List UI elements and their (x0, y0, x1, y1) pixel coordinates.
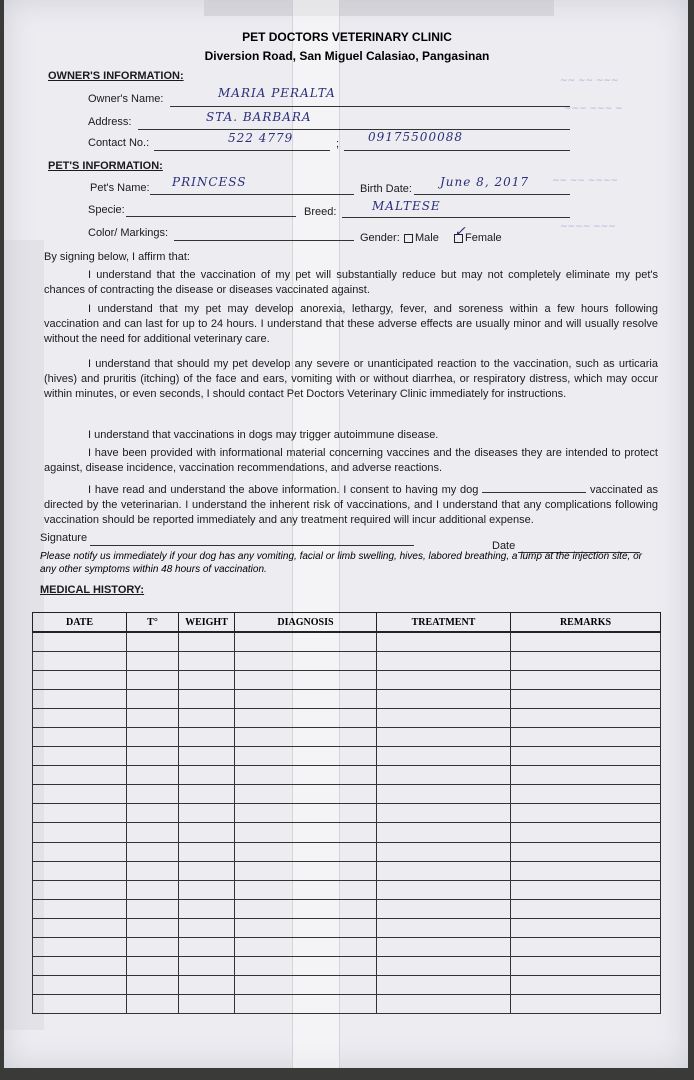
table-cell[interactable] (33, 861, 127, 880)
table-header-row (33, 613, 661, 633)
table-cell[interactable] (179, 975, 235, 994)
table-row (33, 632, 661, 652)
table-cell[interactable] (377, 690, 511, 709)
table-cell[interactable] (511, 975, 661, 994)
table-cell[interactable] (127, 709, 179, 728)
table-cell[interactable] (127, 804, 179, 823)
table-cell[interactable] (179, 804, 235, 823)
table-cell[interactable] (179, 709, 235, 728)
table-body (33, 632, 661, 1014)
table-cell[interactable] (33, 728, 127, 747)
table-cell[interactable] (33, 880, 127, 899)
date-label: Date (492, 540, 516, 552)
table-cell[interactable] (179, 899, 235, 918)
table-cell[interactable] (127, 956, 179, 975)
table-cell[interactable] (179, 728, 235, 747)
table-cell[interactable] (511, 747, 661, 766)
table-cell[interactable] (377, 766, 511, 785)
contact-value-2[interactable]: 09175500088 (368, 130, 463, 144)
contact-label: Contact No.: (88, 137, 150, 149)
table-row (33, 823, 661, 842)
address-label: Address: (88, 116, 132, 128)
table-cell[interactable] (511, 671, 661, 690)
table-cell[interactable] (179, 842, 235, 861)
table-cell[interactable] (179, 861, 235, 880)
male-checkbox[interactable] (404, 234, 413, 243)
table-cell[interactable] (511, 880, 661, 899)
consent-paragraph-6 (44, 482, 658, 528)
clinic-name: PET DOCTORS VETERINARY CLINIC (242, 30, 452, 44)
table-row (33, 956, 661, 975)
table-cell[interactable] (377, 652, 511, 671)
address-line (138, 129, 570, 130)
pet-name-label: Pet's Name: (90, 182, 150, 194)
table-cell[interactable] (235, 785, 377, 804)
table-cell[interactable] (127, 823, 179, 842)
table-cell[interactable] (235, 632, 377, 652)
consent-paragraph-5: I have been provided with informational material concerning vaccines and the diseases they are intended to protect against, disease incidence, vaccination recommendations, and adverse reactions. (44, 447, 658, 474)
table-cell[interactable] (127, 671, 179, 690)
table-cell[interactable] (377, 918, 511, 937)
table-cell[interactable] (511, 861, 661, 880)
table-cell[interactable] (179, 671, 235, 690)
table-cell[interactable] (33, 842, 127, 861)
table-cell[interactable] (179, 766, 235, 785)
table-cell[interactable] (377, 728, 511, 747)
table-cell[interactable] (377, 937, 511, 956)
table-cell[interactable] (235, 728, 377, 747)
table-cell[interactable] (511, 823, 661, 842)
table-cell[interactable] (127, 785, 179, 804)
table-cell[interactable] (127, 632, 179, 652)
table-cell[interactable] (179, 918, 235, 937)
table-row (33, 709, 661, 728)
table-cell[interactable] (235, 690, 377, 709)
table-cell[interactable] (235, 766, 377, 785)
table-cell[interactable] (33, 747, 127, 766)
owner-name-value[interactable]: MARIA PERALTA (218, 86, 336, 100)
table-cell[interactable] (377, 785, 511, 804)
table-cell[interactable] (235, 842, 377, 861)
vaccinated-text: vaccinated (590, 484, 643, 496)
table-cell[interactable] (179, 937, 235, 956)
table-cell[interactable] (33, 994, 127, 1013)
column-header-remarks: REMARKS (511, 613, 661, 633)
table-row (33, 728, 661, 747)
table-row (33, 690, 661, 709)
table-cell[interactable] (179, 956, 235, 975)
table-cell[interactable] (33, 975, 127, 994)
table-cell[interactable] (179, 823, 235, 842)
table-row (33, 785, 661, 804)
color-markings-label: Color/ Markings: (88, 227, 169, 239)
table-row (33, 747, 661, 766)
table-cell[interactable] (511, 899, 661, 918)
consent-paragraph-2: I understand that my pet may develop anorexia, lethargy, fever, and soreness within a few hours following vaccination and can last for up to 24 hours. I understand that these adverse effects are usually minor and will usually resolve without the need for additional veterinary care. (44, 303, 658, 345)
table-cell[interactable] (511, 918, 661, 937)
table-cell[interactable] (127, 747, 179, 766)
table-cell[interactable] (127, 880, 179, 899)
contact-line-1 (154, 150, 330, 151)
table-cell[interactable] (235, 975, 377, 994)
table-cell[interactable] (179, 690, 235, 709)
table-cell[interactable] (235, 823, 377, 842)
breed-line (342, 217, 570, 218)
table-cell[interactable] (33, 823, 127, 842)
birth-date-label: Birth Date: (360, 183, 412, 195)
color-markings-line (174, 240, 354, 241)
table-cell[interactable] (235, 937, 377, 956)
table-cell[interactable] (127, 766, 179, 785)
table-cell[interactable] (377, 842, 511, 861)
tape-strip-top (204, 0, 554, 16)
table-cell[interactable] (511, 994, 661, 1013)
pet-name-value[interactable]: PRINCESS (172, 175, 247, 189)
table-cell[interactable] (377, 861, 511, 880)
table-cell[interactable] (235, 671, 377, 690)
table-cell[interactable] (127, 975, 179, 994)
medical-history-title: MEDICAL HISTORY: (40, 584, 145, 596)
table-cell[interactable] (179, 632, 235, 652)
table-cell[interactable] (377, 880, 511, 899)
table-cell[interactable] (127, 937, 179, 956)
table-cell[interactable] (33, 956, 127, 975)
specie-line (126, 216, 296, 217)
table-cell[interactable] (377, 956, 511, 975)
pet-name-line (150, 194, 354, 195)
table-cell[interactable] (511, 632, 661, 652)
table-cell[interactable] (235, 861, 377, 880)
table-cell[interactable] (235, 880, 377, 899)
table-cell[interactable] (33, 671, 127, 690)
column-header-temperature: T° (127, 613, 179, 633)
table-cell[interactable] (179, 994, 235, 1013)
table-cell[interactable] (511, 956, 661, 975)
address-value[interactable]: STA. BARBARA (206, 110, 312, 124)
table-row (33, 880, 661, 899)
table-cell[interactable] (127, 690, 179, 709)
contact-separator: ; (336, 138, 340, 150)
contact-line-2 (344, 150, 570, 151)
birth-date-line (414, 194, 570, 195)
table-row (33, 994, 661, 1013)
table-row (33, 842, 661, 861)
table-cell[interactable] (377, 994, 511, 1013)
table-cell[interactable] (33, 918, 127, 937)
bleed-through-marks: ~~ ~~ ~~~ (560, 76, 619, 86)
table-row (33, 899, 661, 918)
table-cell[interactable] (127, 861, 179, 880)
table-cell[interactable] (235, 652, 377, 671)
table-cell[interactable] (377, 709, 511, 728)
table-cell[interactable] (235, 899, 377, 918)
table-cell[interactable] (377, 671, 511, 690)
breed-value[interactable]: MALTESE (372, 199, 441, 213)
table-cell[interactable] (511, 709, 661, 728)
pet-section-title: PET'S INFORMATION: (48, 160, 163, 172)
owner-name-label: Owner's Name: (88, 93, 164, 105)
table-cell[interactable] (33, 652, 127, 671)
dog-name-blank[interactable] (482, 482, 586, 493)
table-cell[interactable] (179, 880, 235, 899)
signature-line[interactable] (90, 545, 414, 546)
male-label: Male (415, 232, 439, 244)
column-header-diagnosis: DIAGNOSIS (235, 613, 377, 633)
table-cell[interactable] (511, 804, 661, 823)
table-row (33, 652, 661, 671)
bleed-through-marks: ~~ ~~ ~~~~ (552, 176, 619, 186)
table-cell[interactable] (377, 899, 511, 918)
table-row (33, 975, 661, 994)
table-cell[interactable] (33, 690, 127, 709)
table-row (33, 861, 661, 880)
table-cell[interactable] (33, 766, 127, 785)
table-cell[interactable] (511, 728, 661, 747)
consent-dog-text: I have read and understand the above information. I consent to having my dog (88, 484, 479, 496)
table-row (33, 671, 661, 690)
table-cell[interactable] (235, 956, 377, 975)
consent-paragraph-4: I understand that vaccinations in dogs may trigger autoimmune disease. (88, 429, 439, 441)
table-cell[interactable] (511, 937, 661, 956)
consent-intro: By signing below, I affirm that: (44, 251, 190, 263)
female-check-mark: ✓ (454, 224, 467, 240)
table-cell[interactable] (235, 709, 377, 728)
column-header-weight: WEIGHT (179, 613, 235, 633)
table-cell[interactable] (511, 842, 661, 861)
table-cell[interactable] (33, 632, 127, 652)
table-cell[interactable] (127, 728, 179, 747)
medical-history-table (32, 612, 661, 1014)
table-cell[interactable] (33, 804, 127, 823)
table-cell[interactable] (511, 766, 661, 785)
table-cell[interactable] (377, 747, 511, 766)
bleed-through-marks: ~~~ ~~~ ~ (564, 104, 623, 114)
table-cell[interactable] (179, 785, 235, 804)
table-cell[interactable] (511, 652, 661, 671)
table-cell[interactable] (377, 632, 511, 652)
table-cell[interactable] (235, 994, 377, 1013)
specie-label: Specie: (88, 204, 125, 216)
table-cell[interactable] (33, 937, 127, 956)
consent-paragraph-1: I understand that the vaccination of my pet will substantially reduce but may not completely eliminate my pet's chances of contracting the disease or diseases vaccinated against. (44, 269, 658, 296)
consent-paragraph-3: I understand that should my pet develop any severe or unanticipated reaction to the vaccination, such as urticaria (hives) and pruritis (itching) of the face and ears, vomiting with or without diarrhea, or respiratory distress, which may occur within minutes, or even seconds, I should contact Pet Doctors Veterinary Clinic immediately for instructions. (44, 358, 658, 400)
table-cell[interactable] (179, 652, 235, 671)
contact-value-1[interactable]: 522 4779 (228, 131, 294, 145)
table-cell[interactable] (127, 918, 179, 937)
table-cell[interactable] (127, 899, 179, 918)
table-cell[interactable] (377, 804, 511, 823)
signature-label: Signature (40, 532, 88, 544)
notice-text: Please notify us immediately if your dog has any vomiting, facial or limb swelling, hives, labored breathing, a lump at the injection site, or any other symptoms within 48 hours of vaccination. (40, 551, 642, 575)
table-cell[interactable] (127, 994, 179, 1013)
table-cell[interactable] (377, 823, 511, 842)
column-header-treatment: TREATMENT (377, 613, 511, 633)
table-cell[interactable] (33, 785, 127, 804)
table-cell[interactable] (127, 842, 179, 861)
bleed-through-marks: ~~~~ ~~~ (560, 222, 616, 232)
gender-label: Gender: (360, 232, 400, 244)
owner-section-title: OWNER'S INFORMATION: (48, 70, 184, 82)
table-cell[interactable] (33, 709, 127, 728)
table-cell[interactable] (33, 899, 127, 918)
table-cell[interactable] (511, 690, 661, 709)
female-label: Female (465, 232, 502, 244)
table-cell[interactable] (511, 785, 661, 804)
birth-date-value[interactable]: June 8, 2017 (440, 175, 529, 189)
column-header-date: DATE (33, 613, 127, 633)
table-row (33, 918, 661, 937)
clinic-address: Diversion Road, San Miguel Calasiao, Pangasinan (204, 49, 490, 63)
table-cell[interactable] (377, 975, 511, 994)
owner-name-line (170, 106, 570, 107)
table-cell[interactable] (127, 652, 179, 671)
breed-label: Breed: (304, 206, 337, 218)
table-cell[interactable] (235, 918, 377, 937)
consent-risk-text: as directed by the veterinarian. I understand the inherent risk of vaccinations, and I understand that any complications following vaccination should be reported immediately and any treatment required will incur additional expense. (44, 484, 659, 526)
table-cell[interactable] (235, 747, 377, 766)
table-row (33, 766, 661, 785)
gender-male-option[interactable] (404, 232, 439, 244)
table-row (33, 937, 661, 956)
table-row (33, 804, 661, 823)
table-cell[interactable] (179, 747, 235, 766)
table-cell[interactable] (235, 804, 377, 823)
